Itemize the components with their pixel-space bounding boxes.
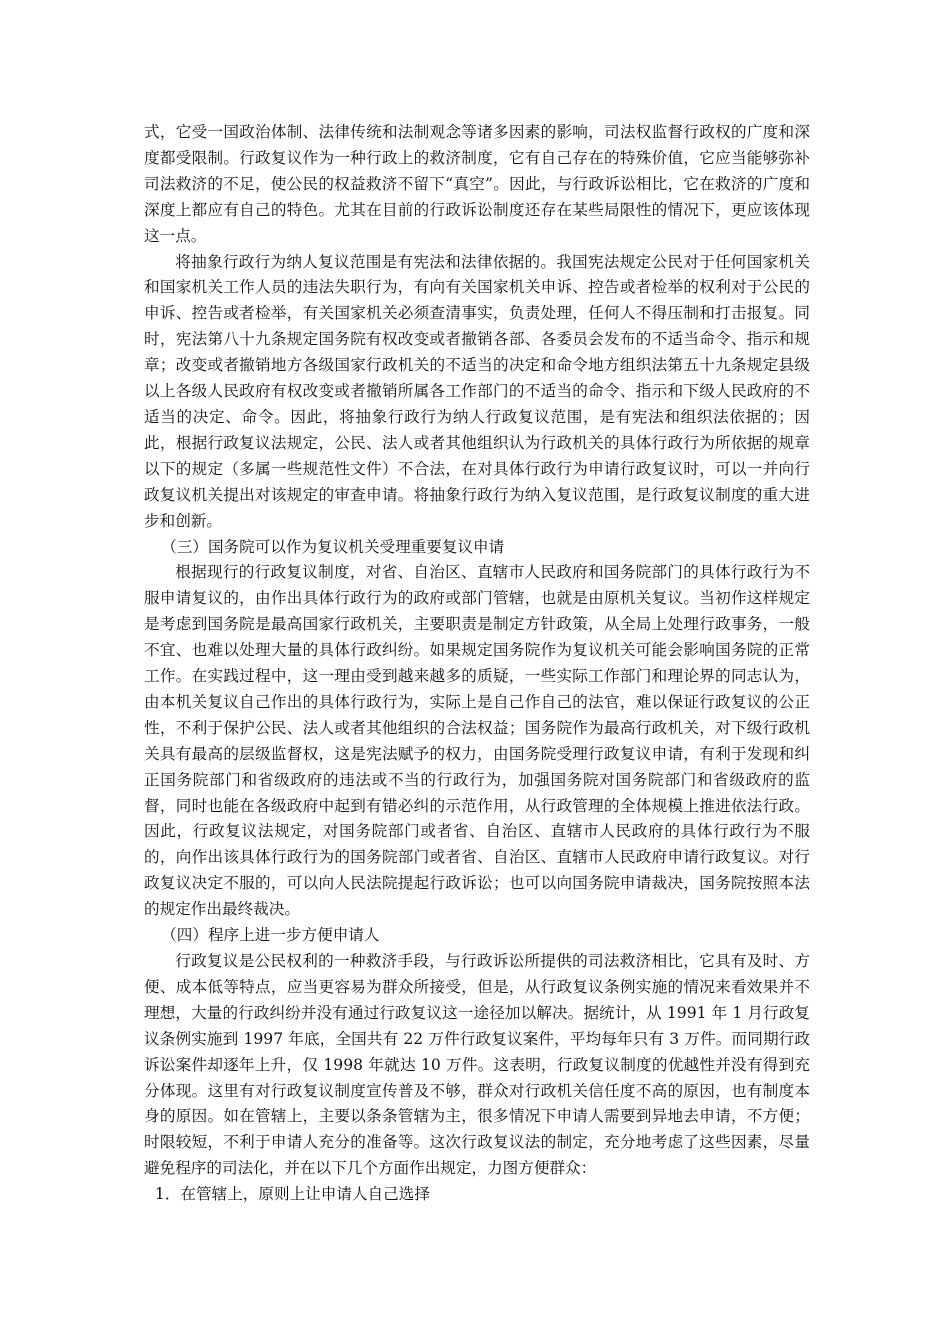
numbered-item-one: 1．在管辖上，原则上让申请人自己选择: [154, 1185, 430, 1204]
paragraph-procedure: 行政复议是公民权利的一种救济手段，与行政诉讼所提供的司法救济相比，它具有及时、方便、成本低等特点，应当更容易为群众所接受，但是，从行政复议条例实施的情况来看效果并不理想，大量的行政纠纷并没有通过行政复议这一途径加以解决。据统计，从 1991 年 1 月行政复议条例实施到 1997 年底，全国共有 22 万件行政复议案件，平均每年只有 3 万件。而同期行政诉讼案件却逐年上升，仅 1998 年就达 10 万件。这表明，行政复议制度的优越性并没有得到充分体现。这里有对行政复议制度宣传普及不够，群众对行政机关信任度不高的原因，也有制度本身的原因。如在管辖上，主要以条条管辖为主，很多情况下申请人需要到异地去申请，不方便；时限较短，不利于申请人充分的准备等。这次行政复议法的制定，充分地考虑了这些因素，尽量避免程序的司法化，并在以下几个方面作出规定，力图方便群众：: [144, 952, 810, 1178]
paragraph-legal-basis: 将抽象行政行为纳人复议范围是有宪法和法律依据的。我国宪法规定公民对于任何国家机关和国家机关工作人员的违法失职行为，有向有关国家机关申诉、控告或者检举的权利对于公民的申诉、控告或者检举，有关国家机关必须查清事实，负责处理，任何人不得压制和打击报复。同时，宪法第八十九条规定国务院有权改变或者撤销各部、各委员会发布的不适当命令、指示和规章；改变或者撤销地方各级国家行政机关的不适当的决定和命令地方组织法第五十九条规定县级以上各级人民政府有权改变或者撤销所属各工作部门的不适当的命令、指示和下级人民政府的不适当的决定、命令。因此，将抽象行政行为纳人行政复议范围，是有宪法和组织法依据的；因此，根据行政复议法规定，公民、法人或者其他组织认为行政机关的具体行政行为所依据的规章以下的规定（多属一些规范性文件）不合法，在对具体行政行为申请行政复议时，可以一并向行政复议机关提出对该规定的审查申请。将抽象行政行为纳入复议范围，是行政复议制度的重大进步和创新。: [144, 252, 810, 530]
section-heading-three: （三）国务院可以作为复议机关受理重要复议申请: [161, 537, 505, 556]
paragraph-state-council: 根据现行的行政复议制度，对省、自治区、直辖市人民政府和国务院部门的具体行政行为不服申请复议的，由作出具体行政行为的政府或部门管辖，也就是由原机关复议。当初作这样规定是考虑到国务院是最高国家行政机关，主要职责是制定方针政策，从全局上处理行政事务，一般不宜、也难以处理大量的具体行政纠纷。如果规定国务院作为复议机关可能会影响国务院的正常工作。在实践过程中，这一理由受到越来越多的质疑，一些实际工作部门和理论界的同志认为，由本机关复议自己作出的具体行政行为，实际上是自己作自己的法官，难以保证行政复议的公正性，不利于保护公民、法人或者其他组织的合法权益；国务院作为最高行政机关，对下级行政机关具有最高的层级监督权，这是宪法赋予的权力，由国务院受理行政复议申请，有利于发现和纠正国务院部门和省级政府的违法或不当的行政行为，加强国务院对国务院部门和省级政府的监督，同时也能在各级政府中起到有错必纠的示范作用，从行政管理的全体规模上推进依法行政。因此，行政复议法规定，对国务院部门或者省、自治区、直辖市人民政府的具体行政行为不服的，向作出该具体行政行为的国务院部门或者省、自治区、直辖市人民政府申请行政复议。对行政复议决定不服的，可以向人民法院提起行政诉讼；也可以向国务院申请裁决，国务院按照本法的规定作出最终裁决。: [144, 563, 810, 919]
section-heading-four: （四）程序上进一步方便申请人: [161, 926, 380, 945]
paragraph-continuation: 式，它受一国政治体制、法律传统和法制观念等诸多因素的影响，司法权监督行政权的广度和深度都受限制。行政复议作为一种行政上的救济制度，它有自己存在的特殊价值，它应当能够弥补司法救济的不足，使公民的权益救济不留下“真空”。因此，与行政诉讼相比，它在救济的广度和深度上都应有自己的特色。尤其在目前的行政诉讼制度还存在某些局限性的情况下，更应该体现这一点。: [144, 123, 810, 245]
document-page: [144, 120, 810, 1208]
